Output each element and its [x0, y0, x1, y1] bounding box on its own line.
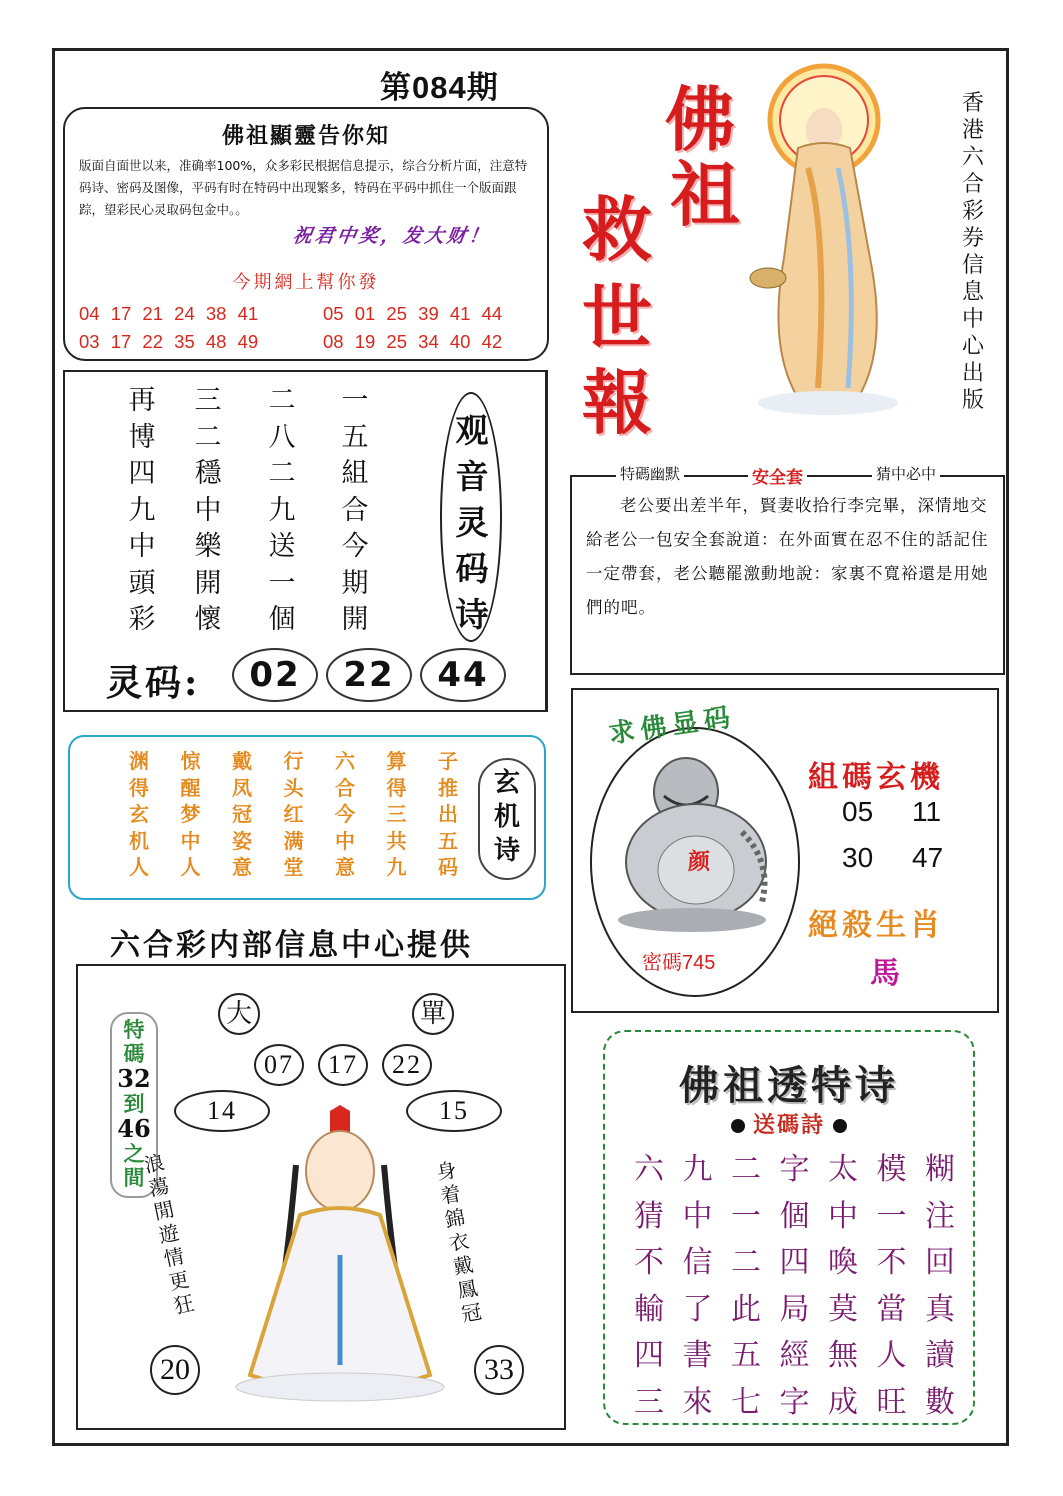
- fozu-poem-char: 真: [925, 1291, 955, 1327]
- fozu-poem-char: 注: [925, 1198, 955, 1234]
- fozu-poem-char: 一: [876, 1198, 907, 1234]
- xuanji-poem-char: 得: [386, 775, 407, 800]
- guanyin-poem-char: 五: [341, 421, 369, 453]
- fozu-poem-char: 成: [828, 1384, 858, 1420]
- guanyin-poem-char: 懷: [194, 604, 222, 635]
- xuanji-poem-char: 今: [335, 802, 355, 826]
- guanyin-poem-char: 樂: [194, 531, 222, 562]
- fozu-poem-char: 字: [779, 1384, 810, 1420]
- xuanji-poem-char: 醒: [180, 775, 201, 800]
- zuma-number-2: 11: [912, 796, 942, 827]
- xuanji-poem-char: 出: [438, 802, 458, 826]
- fozu-poem-char: 中: [682, 1198, 713, 1234]
- lingma-code-3: 44: [420, 648, 506, 702]
- guanyin-poem-char: 開: [341, 604, 369, 635]
- title-char-2: 祖: [670, 153, 740, 236]
- guanyin-poem-char: 再: [128, 385, 156, 416]
- guanyin-seated-illustration: [230, 1105, 460, 1405]
- special-green-bottom: 之間: [123, 1141, 145, 1190]
- xuanji-poem-char: 凤: [232, 775, 252, 800]
- joke-text: 老公要出差半年，賢妻收拾行李完畢，深情地交給老公一包安全套說道：在外面實在忍不住的話記住一定帶套，老公聽罷激動地說：家裏不寬裕還是用她們的吧。: [586, 496, 989, 617]
- fozu-poem-char: 糊: [925, 1152, 955, 1187]
- fozu-poem-char: 來: [682, 1384, 713, 1420]
- publisher-text: 香港六合彩券信息中心出版: [961, 91, 984, 413]
- bullet-dot-icon: [731, 1119, 745, 1133]
- guanyin-poem-label-text: 观音灵码诗: [455, 411, 489, 634]
- xuanji-label-text: 玄机诗: [493, 768, 520, 866]
- title-char-3: 救: [582, 188, 652, 271]
- budai-badge: 颜: [688, 849, 711, 875]
- top-number-3: 22: [382, 1044, 432, 1086]
- big-circle: 大: [218, 993, 260, 1035]
- fozu-poem-char: 當: [876, 1291, 907, 1327]
- xuanji-poem-char: 堂: [283, 855, 304, 879]
- xuanji-label: [478, 758, 536, 880]
- guanyin-poem-char: 九: [268, 494, 296, 526]
- right-vertical-poem: 身着錦衣戴鳳冠: [434, 1157, 484, 1327]
- guanyin-poem-char: 期: [341, 567, 369, 599]
- bullet-dot-icon: [833, 1119, 847, 1133]
- sha-value: 馬: [870, 956, 900, 991]
- fozu-poem-char: 回: [925, 1245, 955, 1280]
- fozu-poem-char: 七: [731, 1384, 761, 1420]
- fozu-poem-char: 中: [828, 1198, 858, 1234]
- top-number-1: 07: [254, 1044, 304, 1086]
- xuanji-poem-char: 头: [283, 775, 304, 800]
- xuanji-poem-char: 意: [232, 855, 252, 879]
- guanyin-poem-char: 頭: [128, 567, 156, 599]
- guanyin-poem-char: 彩: [128, 604, 156, 635]
- fozu-poem-char: 數: [925, 1384, 955, 1420]
- fozu-poem-char: 二: [731, 1152, 761, 1187]
- side-number-left: 14: [174, 1090, 270, 1132]
- xuanji-poem-char: 人: [129, 855, 149, 879]
- guanyin-poem-char: 九: [128, 494, 156, 526]
- fozu-poem-char: 輸: [634, 1291, 664, 1327]
- joke-left-tag: 特碼幽默: [616, 463, 684, 484]
- bottom-number-right: 33: [474, 1345, 524, 1395]
- title-char-1: 佛: [665, 78, 735, 161]
- zuma-number-1: 05: [842, 796, 874, 827]
- guanyin-poem-char: 中: [194, 494, 222, 526]
- fozu-poem-char: 莫: [828, 1291, 858, 1327]
- guanyin-poem-char: 一: [268, 567, 296, 599]
- fozu-poem-char: 三: [634, 1384, 664, 1420]
- xuanji-poem-char: 推: [438, 775, 458, 800]
- number-row-2a: 03 17 22 35 48 49: [79, 331, 259, 352]
- xuanji-poem-char: 得: [129, 775, 149, 800]
- xuanji-poem-char: 渊: [129, 749, 149, 773]
- fozu-poem-subtitle: [605, 1108, 973, 1139]
- fozu-poem-char: 書: [682, 1338, 713, 1373]
- fozu-poem-char: 四: [779, 1245, 810, 1280]
- title-char-4: 世: [582, 276, 652, 359]
- xuanji-poem-char: 机: [129, 828, 149, 853]
- special-range-end: 46: [117, 1114, 151, 1143]
- fozu-poem-char: 六: [634, 1152, 664, 1187]
- guanyin-poem-char: 個: [268, 604, 296, 635]
- guanyin-poem-label: [440, 392, 502, 642]
- xuanji-poem-char: 码: [438, 855, 458, 879]
- xuanji-poem-char: 人: [180, 855, 201, 879]
- fozu-poem-char: 無: [828, 1338, 858, 1373]
- fozu-poem-char: 不: [634, 1245, 664, 1280]
- bottom-number-left: 20: [150, 1345, 200, 1395]
- budai-mima: 密碼745: [642, 952, 716, 974]
- xuanji-poem-char: 中: [335, 828, 355, 853]
- fozu-poem-char: 不: [876, 1245, 907, 1280]
- fozu-poem-char: 旺: [876, 1384, 907, 1420]
- guanyin-poem-char: 中: [128, 531, 156, 562]
- xuanji-poem-char: 五: [438, 828, 458, 853]
- fozu-poem-char: 此: [731, 1291, 761, 1327]
- guanyin-poem-char: 四: [128, 458, 156, 489]
- special-green-mid: 到: [123, 1091, 145, 1116]
- laughing-buddha-illustration: [612, 752, 780, 932]
- zuma-number-3: 30: [842, 842, 874, 873]
- notice-box: [63, 107, 549, 361]
- xuanji-poem-char: 惊: [180, 749, 201, 773]
- guanyin-poem-char: 送: [268, 531, 296, 562]
- fozu-poem-char: 四: [634, 1338, 664, 1373]
- xuanji-poem-char: 共: [386, 828, 407, 853]
- number-row-1a: 04 17 21 24 38 41: [79, 303, 259, 324]
- zuma-title: 組碼玄機: [808, 760, 944, 795]
- xuanji-poem-char: 行: [283, 749, 304, 773]
- issue-number: 第084期: [380, 70, 499, 105]
- fozu-poem-char: 個: [779, 1198, 810, 1234]
- xuanji-poem-char: 意: [335, 855, 355, 879]
- guanyin-poem-char: 二: [194, 421, 222, 453]
- share-title: 今期網上幫你發: [232, 272, 380, 293]
- budai-arc-title: 求佛显码: [606, 702, 738, 750]
- left-vertical-poem: 浪蕩閒遊情更狂: [141, 1149, 197, 1319]
- xuanji-poem-char: 满: [283, 828, 304, 853]
- fozu-poem-char: 五: [731, 1338, 761, 1373]
- xuanji-poem-char: 冠: [232, 802, 252, 826]
- guanyin-poem-char: 今: [341, 531, 369, 562]
- xuanji-poem-char: 姿: [232, 828, 252, 853]
- special-green-top: 特碼: [123, 1017, 145, 1066]
- lingma-code-1: 02: [232, 648, 318, 702]
- title-char-5: 報: [582, 361, 652, 444]
- joke-right-tag: 猜中必中: [872, 463, 940, 484]
- notice-body: 版面自面世以来，准确率100%，众多彩民根据信息提示，综合分析片面，注意特码诗、密码及图像，平码有时在特码中出现繁多，特码在平码中抓住一个版面跟踪，望彩民心灵取码包金中。。: [79, 158, 528, 217]
- zuma-number-4: 47: [912, 842, 944, 873]
- guanyin-poem-char: 穩: [194, 458, 222, 489]
- provider-text: 六合彩内部信息中心提供: [110, 928, 473, 963]
- fozu-poem-char: 猜: [634, 1198, 664, 1234]
- xuanji-poem-char: 子: [438, 749, 458, 773]
- lingma-label: 灵码:: [106, 662, 201, 704]
- number-row-2b: 08 19 25 34 40 42: [323, 331, 503, 352]
- special-range-start: 32: [117, 1064, 151, 1093]
- guanyin-poem-char: 合: [341, 494, 369, 526]
- fozu-poem-char: 人: [876, 1338, 907, 1373]
- guanyin-poem-char: 二: [268, 458, 296, 489]
- guanyin-poem-char: 八: [268, 421, 296, 453]
- fozu-poem-char: 信: [682, 1245, 713, 1280]
- top-number-2: 17: [318, 1044, 368, 1086]
- fozu-poem-char: 一: [731, 1198, 761, 1234]
- fozu-poem-char: 模: [876, 1152, 907, 1187]
- number-row-1b: 05 01 25 39 41 44: [323, 303, 503, 324]
- guanyin-poem-char: 組: [341, 458, 369, 489]
- xuanji-poem-char: 三: [386, 802, 407, 826]
- fozu-poem-char: 了: [682, 1291, 713, 1327]
- joke-box: [570, 465, 1005, 675]
- fozu-poem-char: 九: [682, 1152, 713, 1187]
- fozu-poem-char: 喚: [828, 1245, 858, 1280]
- fozu-poem-char: 經: [779, 1338, 810, 1373]
- fozu-poem-sub-text: 送碼詩: [752, 1112, 825, 1138]
- xuanji-poem-char: 戴: [232, 749, 252, 773]
- fozu-poem-char: 局: [779, 1291, 810, 1327]
- xuanji-poem-char: 玄: [129, 802, 149, 826]
- xuanji-poem-char: 梦: [180, 802, 201, 826]
- xuanji-poem-char: 合: [335, 775, 355, 800]
- guanyin-poem-char: 博: [128, 421, 156, 453]
- side-number-right: 15: [406, 1090, 502, 1132]
- lingma-code-2: 22: [326, 648, 412, 702]
- guanyin-standing-illustration: [738, 58, 938, 418]
- fozu-poem-char: 二: [731, 1245, 761, 1280]
- single-circle: 單: [412, 993, 454, 1035]
- fozu-poem-title: 佛祖透特诗: [679, 1062, 899, 1109]
- fozu-poem-char: 字: [779, 1152, 810, 1187]
- xuanji-poem-char: 红: [283, 802, 304, 826]
- xuanji-poem-char: 六: [335, 749, 355, 773]
- notice-title: 佛祖顯靈告你知: [221, 123, 390, 149]
- guanyin-poem-char: 開: [194, 567, 222, 599]
- fozu-poem-char: 太: [828, 1152, 858, 1187]
- joke-middle-tag: 安全套: [748, 463, 807, 488]
- guanyin-poem-char: 三: [194, 385, 222, 416]
- xuanji-poem-char: 九: [386, 855, 407, 879]
- guanyin-poem-char: 二: [268, 385, 296, 416]
- xuanji-poem-char: 中: [180, 828, 201, 853]
- guanyin-poem-char: 一: [341, 385, 369, 416]
- sha-title: 絕殺生肖: [808, 908, 944, 943]
- notice-wish: 祝君中奖，发大财！: [291, 225, 493, 247]
- xuanji-poem-char: 算: [386, 749, 407, 773]
- fozu-poem-char: 讀: [925, 1338, 955, 1373]
